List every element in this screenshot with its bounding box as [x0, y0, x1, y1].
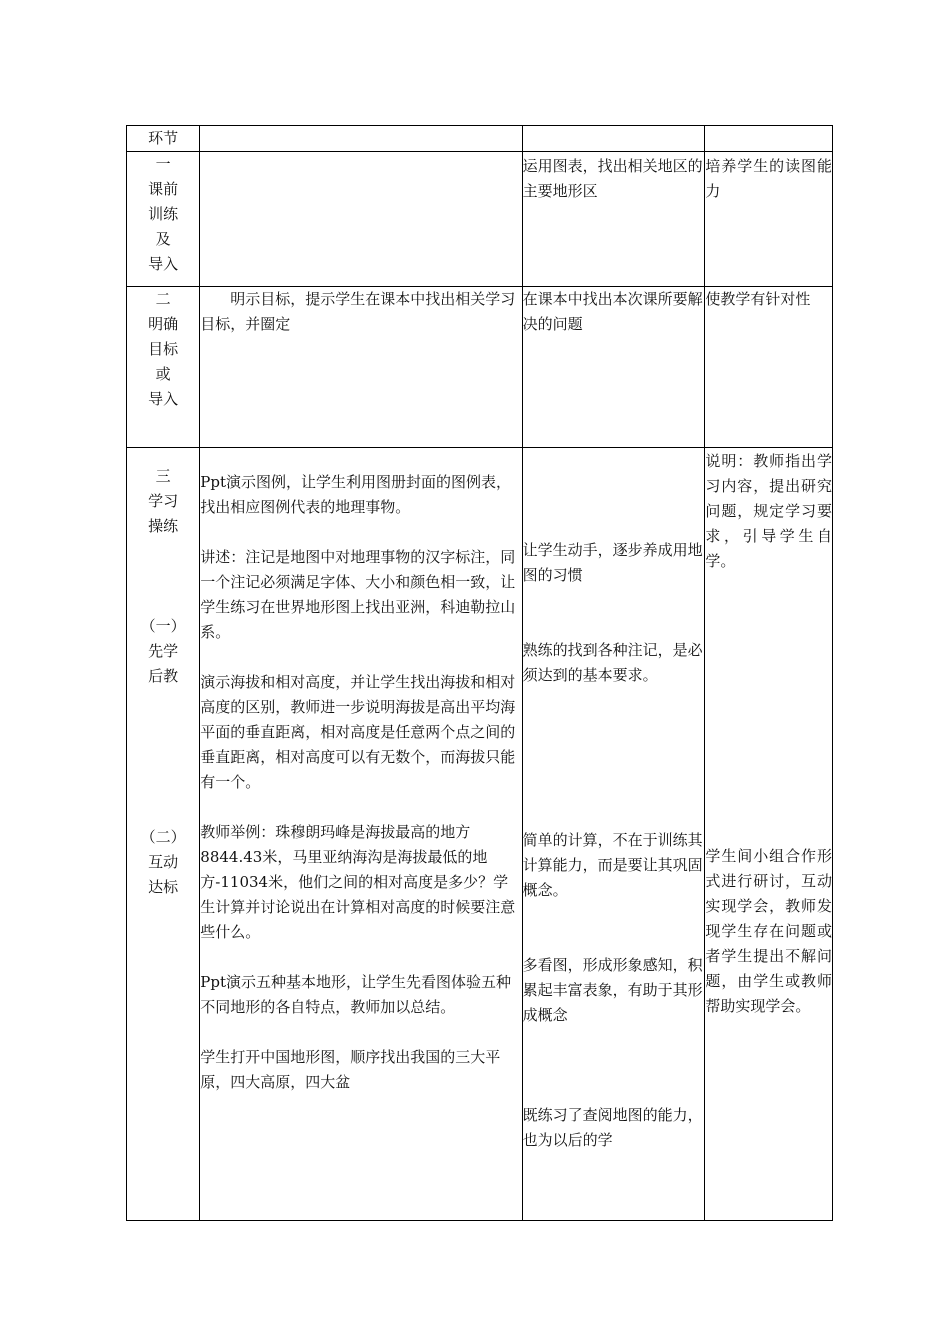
- intent-paragraph: 说明：教师指出学习内容，提出研究问题，规定学习要求，引导学生自学。: [705, 452, 832, 570]
- stage-line: 训练: [148, 205, 179, 223]
- stage-line: 明确: [148, 315, 179, 333]
- student-paragraph: 让学生动手，逐步养成用地图的习惯: [522, 541, 703, 584]
- teacher-activity-cell: [200, 152, 522, 287]
- teacher-paragraph: Ppt演示图例，让学生利用图册封面的图例表，找出相应图例代表的地理事物。: [200, 473, 512, 516]
- stage-line: 三: [155, 467, 171, 485]
- student-paragraph: 熟练的找到各种注记，是必须达到的基本要求。: [522, 641, 703, 684]
- lesson-plan-table: [126, 125, 833, 1221]
- sub-stage-line: 达标: [148, 878, 179, 896]
- stage-line: 导入: [148, 255, 179, 273]
- header-stage-cell: [127, 126, 200, 152]
- table-header-row: [127, 126, 833, 152]
- stage-line: 操练: [148, 517, 179, 535]
- stage-line: 学习: [148, 492, 179, 510]
- stage-line: 一: [155, 155, 171, 173]
- sub-stage-line: 互动: [148, 853, 179, 871]
- design-intent-text: 培养学生的读图能力: [705, 157, 832, 200]
- stage-line: 目标: [148, 340, 179, 358]
- header-stage-label: 环节: [148, 129, 179, 147]
- teacher-paragraph: 教师举例：珠穆朗玛峰是海拔最高的地方8844.43米，马里亚纳海沟是海拔最低的地方-11034米，他们之间的相对高度是多少？学生计算并讨论说出在计算相对高度的时候要注意些什么。: [200, 823, 516, 941]
- student-paragraph: 简单的计算，不在于训练其计算能力，而是要让其巩固概念。: [522, 831, 703, 899]
- stage-line: 课前: [148, 180, 179, 198]
- teacher-paragraph: 演示海拔和相对高度，并让学生找出海拔和相对高度的区别，教师进一步说明海拔是高出平均海平面的垂直距离，相对高度是任意两个点之间的垂直距离，相对高度可以有无数个，而海拔只能有一个。: [200, 673, 516, 791]
- table-row: [127, 152, 833, 287]
- stage-line: 或: [155, 365, 171, 383]
- sub-stage-line: 先学: [148, 642, 179, 660]
- design-intent-cell: [705, 448, 833, 1221]
- teacher-activity-cell: [200, 448, 522, 1221]
- student-activity-cell: [522, 448, 705, 1221]
- teacher-paragraph: 学生打开中国地形图，顺序找出我国的三大平原，四大高原，四大盆: [200, 1048, 501, 1091]
- teacher-activity-text: 明示目标，提示学生在课本中找出相关学习目标，并圈定: [200, 290, 516, 333]
- stage-line: 二: [155, 290, 171, 308]
- sub-stage-line: （一）: [140, 617, 186, 635]
- student-activity-text: 运用图表，找出相关地区的主要地形区: [522, 157, 703, 200]
- teacher-paragraph: 讲述：注记是地图中对地理事物的汉字标注，同一个注记必须满足字体、大小和颜色相一致，让学生练习在世界地形图上找出亚洲，科迪勒拉山系。: [200, 548, 516, 641]
- student-activity-cell: [522, 287, 705, 448]
- teacher-paragraph: Ppt演示五种基本地形，让学生先看图体验五种不同地形的各自特点，教师加以总结。: [200, 973, 512, 1016]
- student-activity-text: 在课本中找出本次课所要解决的问题: [522, 290, 703, 333]
- intent-paragraph: 学生间小组合作形式进行研讨，互动实现学会，教师发现学生存在问题或者学生提出不解问题，由学生或教师帮助实现学会。: [705, 847, 832, 1015]
- table-row: [127, 448, 833, 1221]
- student-activity-cell: [522, 152, 705, 287]
- stage-line: 导入: [148, 390, 179, 408]
- table-row: [127, 287, 833, 448]
- sub-stage-line: （二）: [140, 828, 186, 846]
- teacher-activity-cell: [200, 287, 522, 448]
- header-intent-cell: [705, 126, 833, 152]
- student-paragraph: 多看图，形成形象感知，积累起丰富表象，有助于其形成概念: [522, 956, 703, 1024]
- stage-cell: [127, 448, 200, 1221]
- design-intent-text: 使教学有针对性: [705, 290, 811, 308]
- student-paragraph: 既练习了查阅地图的能力，也为以后的学: [522, 1106, 703, 1149]
- sub-stage-line: 后教: [148, 667, 179, 685]
- stage-line: 及: [155, 230, 171, 248]
- header-teacher-cell: [200, 126, 522, 152]
- stage-cell: [127, 152, 200, 287]
- design-intent-cell: [705, 287, 833, 448]
- stage-cell: [127, 287, 200, 448]
- design-intent-cell: [705, 152, 833, 287]
- header-student-cell: [522, 126, 705, 152]
